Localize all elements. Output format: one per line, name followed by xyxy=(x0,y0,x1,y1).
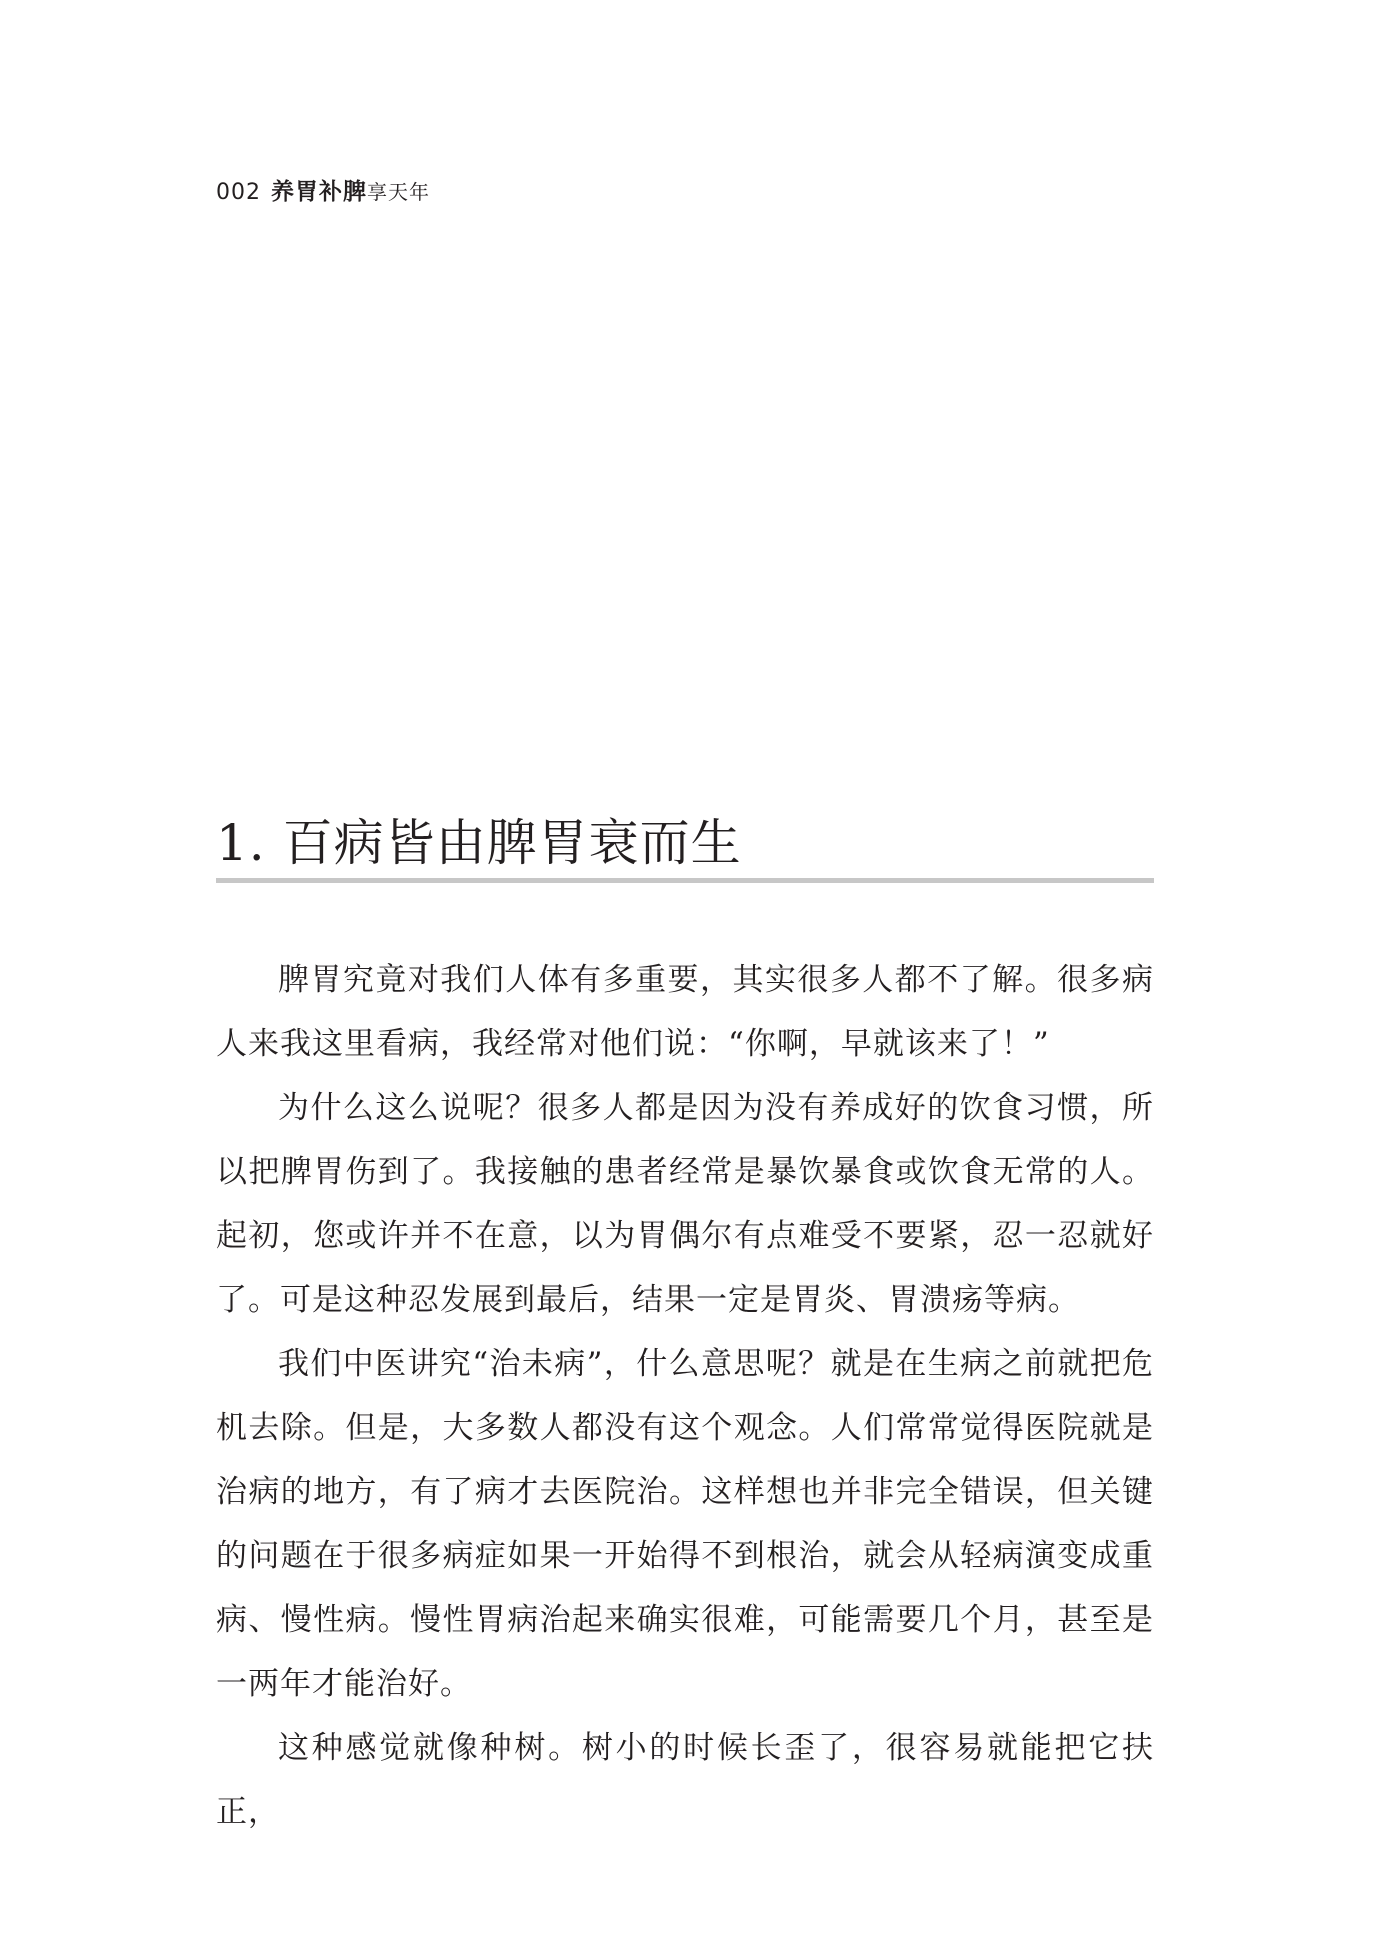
book-title: 养胃补脾 xyxy=(271,179,367,205)
chapter-heading: 1. 百病皆由脾胃衰而生 xyxy=(216,814,742,872)
paragraph: 为什么这么说呢？很多人都是因为没有养成好的饮食习惯，所以把脾胃伤到了。我接触的患者经常是暴饮暴食或饮食无常的人。起初，您或许并不在意，以为胃偶尔有点难受不要紧，忍一忍就好了。可是这种忍发展到最后，结果一定是胃炎、胃溃疡等病。 xyxy=(216,1090,1154,1318)
paragraph: 这种感觉就像种树。树小的时候长歪了，很容易就能把它扶正， xyxy=(216,1730,1154,1830)
body-text xyxy=(216,948,1154,1844)
book-subtitle: 享天年 xyxy=(367,180,430,204)
chapter-divider xyxy=(216,878,1154,883)
paragraph: 我们中医讲究“治未病”，什么意思呢？就是在生病之前就把危机去除。但是，大多数人都没有这个观念。人们常常觉得医院就是治病的地方，有了病才去医院治。这样想也并非完全错误，但关键的问题在于很多病症如果一开始得不到根治，就会从轻病演变成重病、慢性病。慢性胃病治起来确实很难，可能需要几个月，甚至是一两年才能治好。 xyxy=(216,1346,1154,1702)
paragraph: 脾胃究竟对我们人体有多重要，其实很多人都不了解。很多病人来我这里看病，我经常对他们说：“你啊，早就该来了！” xyxy=(216,962,1154,1062)
running-header xyxy=(216,177,430,208)
page-number: 002 xyxy=(216,180,261,205)
